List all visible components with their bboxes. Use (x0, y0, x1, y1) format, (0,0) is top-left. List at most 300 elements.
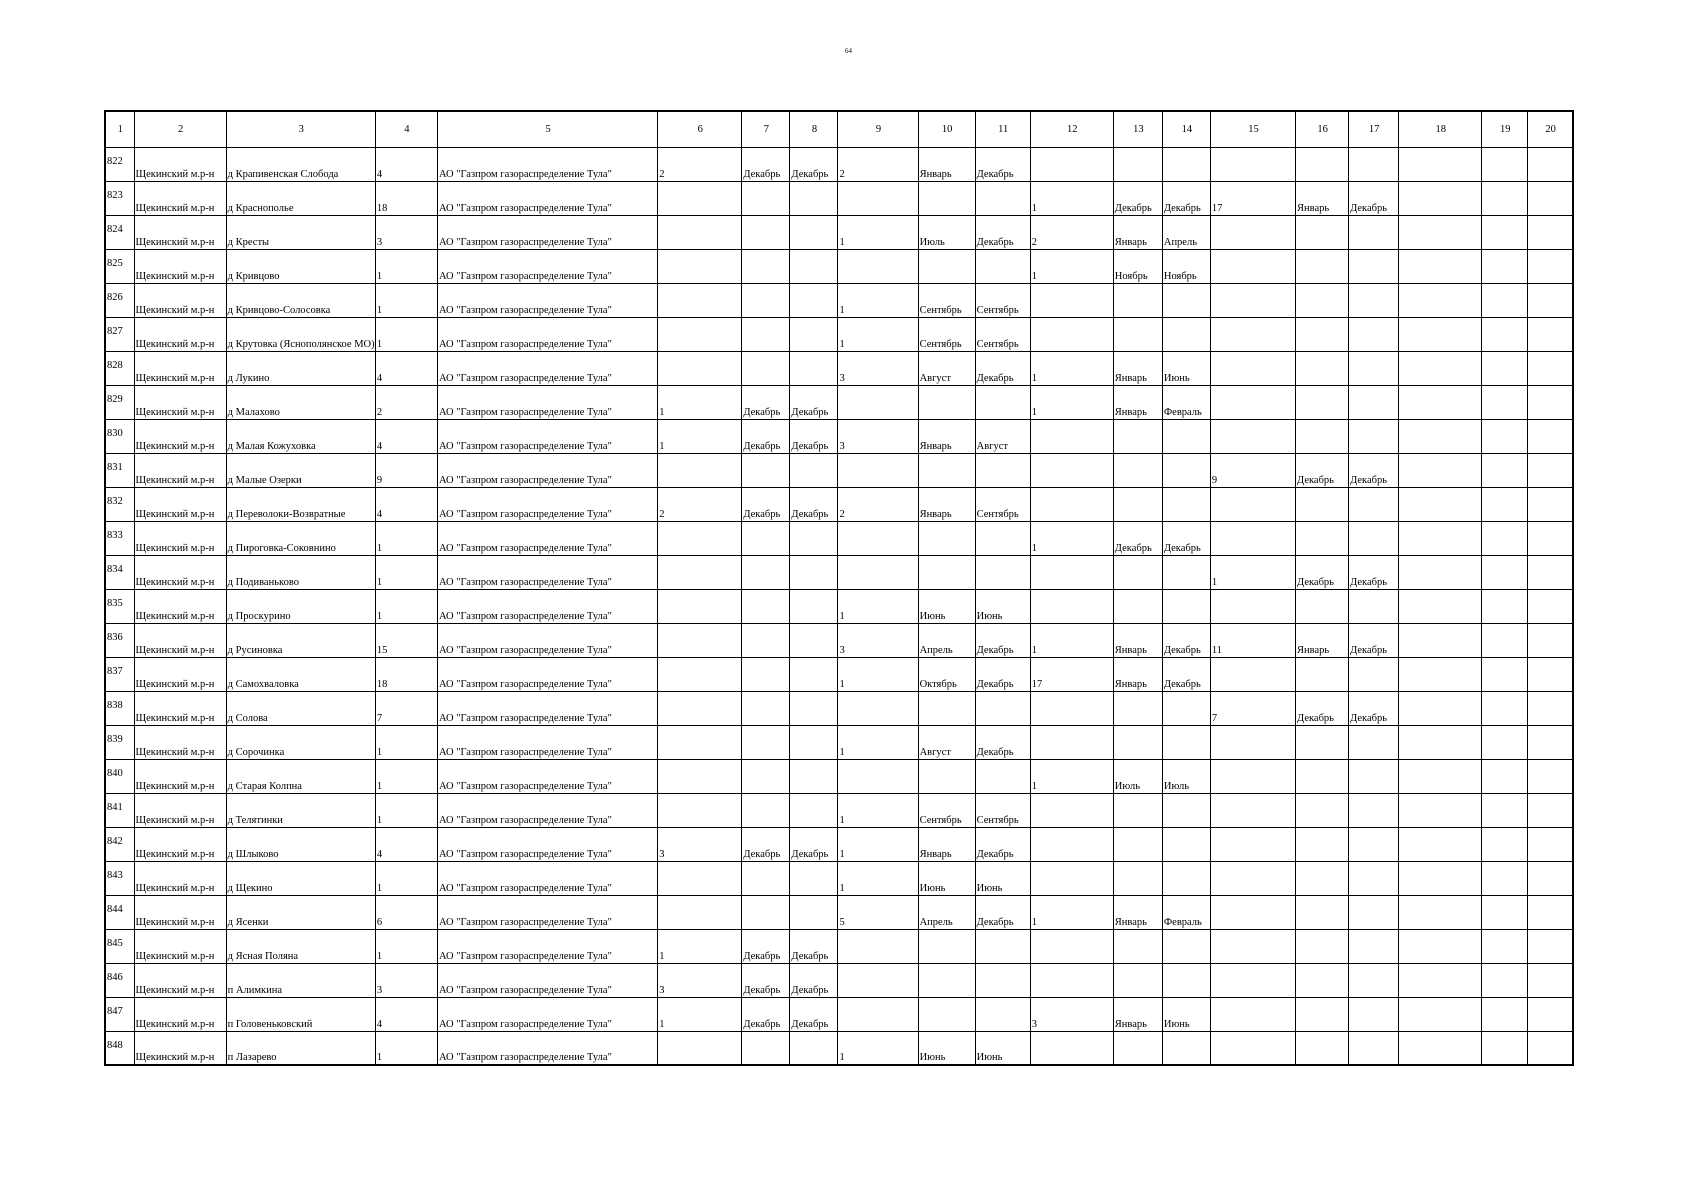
table-cell-col-1: 834 (105, 555, 134, 589)
table-cell-col-18 (1399, 453, 1482, 487)
table-cell-col-13 (1113, 861, 1162, 895)
table-cell-col-19 (1482, 283, 1528, 317)
table-cell-col-9: 1 (838, 827, 918, 861)
table-cell-col-11: Июнь (975, 861, 1030, 895)
table-cell-col-15 (1210, 249, 1295, 283)
table-cell-col-4: 4 (375, 147, 437, 181)
table-cell-col-14 (1162, 453, 1210, 487)
table-cell-col-3: д Лукино (226, 351, 375, 385)
table-cell-col-6 (658, 351, 742, 385)
table-cell-col-20 (1528, 487, 1573, 521)
table-cell-col-6 (658, 657, 742, 691)
table-cell-col-5: АО "Газпром газораспределение Тула" (437, 657, 657, 691)
table-cell-col-1: 839 (105, 725, 134, 759)
table-cell-col-15 (1210, 419, 1295, 453)
table-cell-col-5: АО "Газпром газораспределение Тула" (437, 521, 657, 555)
table-cell-col-2: Щекинский м.р-н (134, 623, 226, 657)
table-cell-col-19 (1482, 929, 1528, 963)
table-cell-col-18 (1399, 929, 1482, 963)
column-header-5: 5 (437, 111, 657, 147)
table-cell-col-15 (1210, 793, 1295, 827)
table-cell-col-12 (1030, 419, 1113, 453)
table-cell-col-16 (1296, 419, 1349, 453)
table-cell-col-16 (1296, 487, 1349, 521)
table-cell-col-17 (1349, 317, 1399, 351)
table-cell-col-8: Декабрь (790, 385, 838, 419)
table-cell-col-7: Декабрь (742, 827, 790, 861)
table-cell-col-14 (1162, 691, 1210, 725)
table-cell-col-17 (1349, 725, 1399, 759)
table-cell-col-13 (1113, 453, 1162, 487)
register-table (104, 110, 1574, 1066)
table-cell-col-14: Февраль (1162, 385, 1210, 419)
column-header-8: 8 (790, 111, 838, 147)
table-cell-col-16: Январь (1296, 181, 1349, 215)
table-cell-col-8 (790, 351, 838, 385)
table-cell-col-13 (1113, 1031, 1162, 1065)
table-cell-col-17 (1349, 793, 1399, 827)
table-cell-col-5: АО "Газпром газораспределение Тула" (437, 929, 657, 963)
table-row (105, 419, 1573, 453)
table-cell-col-8 (790, 521, 838, 555)
table-cell-col-11 (975, 929, 1030, 963)
table-cell-col-13: Январь (1113, 895, 1162, 929)
table-cell-col-12: 1 (1030, 623, 1113, 657)
table-cell-col-11: Сентябрь (975, 283, 1030, 317)
table-cell-col-13 (1113, 283, 1162, 317)
table-cell-col-18 (1399, 657, 1482, 691)
table-row (105, 895, 1573, 929)
table-cell-col-5: АО "Газпром газораспределение Тула" (437, 1031, 657, 1065)
table-cell-col-9 (838, 555, 918, 589)
table-cell-col-17 (1349, 487, 1399, 521)
table-cell-col-3: д Малахово (226, 385, 375, 419)
table-cell-col-8 (790, 1031, 838, 1065)
table-cell-col-3: д Крапивенская Слобода (226, 147, 375, 181)
table-cell-col-20 (1528, 385, 1573, 419)
table-cell-col-2: Щекинский м.р-н (134, 929, 226, 963)
table-cell-col-15 (1210, 827, 1295, 861)
table-cell-col-17 (1349, 963, 1399, 997)
table-cell-col-10 (918, 691, 975, 725)
table-cell-col-6 (658, 793, 742, 827)
table-cell-col-5: АО "Газпром газораспределение Тула" (437, 861, 657, 895)
table-cell-col-20 (1528, 317, 1573, 351)
table-cell-col-16 (1296, 895, 1349, 929)
table-cell-col-12: 17 (1030, 657, 1113, 691)
table-cell-col-2: Щекинский м.р-н (134, 181, 226, 215)
table-cell-col-18 (1399, 963, 1482, 997)
table-cell-col-11 (975, 997, 1030, 1031)
table-cell-col-14 (1162, 1031, 1210, 1065)
column-header-2: 2 (134, 111, 226, 147)
table-cell-col-9: 1 (838, 283, 918, 317)
table-cell-col-19 (1482, 1031, 1528, 1065)
column-header-13: 13 (1113, 111, 1162, 147)
table-cell-col-1: 822 (105, 147, 134, 181)
table-row (105, 793, 1573, 827)
table-cell-col-8 (790, 181, 838, 215)
table-cell-col-17 (1349, 895, 1399, 929)
table-row (105, 249, 1573, 283)
table-cell-col-16: Декабрь (1296, 555, 1349, 589)
table-cell-col-1: 836 (105, 623, 134, 657)
table-row (105, 283, 1573, 317)
table-cell-col-7: Декабрь (742, 929, 790, 963)
table-cell-col-8 (790, 623, 838, 657)
table-cell-col-8 (790, 555, 838, 589)
table-cell-col-3: д Крутовка (Яснополянское МО) (226, 317, 375, 351)
table-cell-col-7 (742, 861, 790, 895)
table-cell-col-18 (1399, 997, 1482, 1031)
table-cell-col-4: 1 (375, 249, 437, 283)
table-cell-col-3: п Алимкина (226, 963, 375, 997)
table-cell-col-8 (790, 691, 838, 725)
table-cell-col-6: 3 (658, 963, 742, 997)
table-cell-col-14: Декабрь (1162, 181, 1210, 215)
table-cell-col-11: Июнь (975, 1031, 1030, 1065)
table-cell-col-20 (1528, 181, 1573, 215)
table-cell-col-11: Декабрь (975, 657, 1030, 691)
table-cell-col-3: д Шлыково (226, 827, 375, 861)
table-row (105, 487, 1573, 521)
table-cell-col-13 (1113, 419, 1162, 453)
table-cell-col-11 (975, 691, 1030, 725)
table-cell-col-7 (742, 725, 790, 759)
table-cell-col-19 (1482, 623, 1528, 657)
table-cell-col-4: 4 (375, 487, 437, 521)
table-cell-col-11 (975, 453, 1030, 487)
table-cell-col-7 (742, 623, 790, 657)
table-cell-col-10 (918, 997, 975, 1031)
table-cell-col-1: 837 (105, 657, 134, 691)
table-cell-col-17 (1349, 249, 1399, 283)
table-cell-col-7 (742, 759, 790, 793)
table-cell-col-13 (1113, 147, 1162, 181)
table-cell-col-14 (1162, 929, 1210, 963)
table-cell-col-4: 2 (375, 385, 437, 419)
table-cell-col-15: 17 (1210, 181, 1295, 215)
table-cell-col-16 (1296, 1031, 1349, 1065)
table-cell-col-8: Декабрь (790, 929, 838, 963)
table-cell-col-9 (838, 181, 918, 215)
column-header-11: 11 (975, 111, 1030, 147)
table-cell-col-12: 1 (1030, 759, 1113, 793)
table-cell-col-3: д Самохваловка (226, 657, 375, 691)
table-cell-col-2: Щекинский м.р-н (134, 385, 226, 419)
table-row (105, 385, 1573, 419)
table-cell-col-19 (1482, 317, 1528, 351)
table-cell-col-15 (1210, 589, 1295, 623)
table-cell-col-19 (1482, 793, 1528, 827)
table-cell-col-17: Декабрь (1349, 555, 1399, 589)
table-cell-col-18 (1399, 317, 1482, 351)
table-cell-col-15: 7 (1210, 691, 1295, 725)
table-cell-col-8 (790, 453, 838, 487)
table-cell-col-3: д Кресты (226, 215, 375, 249)
table-cell-col-7 (742, 249, 790, 283)
table-cell-col-19 (1482, 419, 1528, 453)
table-cell-col-4: 4 (375, 419, 437, 453)
table-cell-col-13: Декабрь (1113, 181, 1162, 215)
table-cell-col-6: 2 (658, 147, 742, 181)
table-cell-col-15 (1210, 283, 1295, 317)
table-cell-col-13 (1113, 827, 1162, 861)
table-cell-col-19 (1482, 351, 1528, 385)
table-cell-col-19 (1482, 521, 1528, 555)
table-cell-col-14 (1162, 963, 1210, 997)
table-cell-col-2: Щекинский м.р-н (134, 691, 226, 725)
table-cell-col-6: 1 (658, 997, 742, 1031)
table-cell-col-4: 1 (375, 555, 437, 589)
table-cell-col-5: АО "Газпром газораспределение Тула" (437, 895, 657, 929)
table-cell-col-2: Щекинский м.р-н (134, 351, 226, 385)
table-cell-col-12 (1030, 453, 1113, 487)
table-cell-col-8 (790, 861, 838, 895)
table-cell-col-13: Январь (1113, 997, 1162, 1031)
table-cell-col-3: д Ясная Поляна (226, 929, 375, 963)
table-cell-col-2: Щекинский м.р-н (134, 861, 226, 895)
table-cell-col-16 (1296, 759, 1349, 793)
table-cell-col-9: 1 (838, 1031, 918, 1065)
table-cell-col-13 (1113, 487, 1162, 521)
table-cell-col-19 (1482, 453, 1528, 487)
table-cell-col-17 (1349, 929, 1399, 963)
table-cell-col-13 (1113, 963, 1162, 997)
table-cell-col-20 (1528, 827, 1573, 861)
table-cell-col-7 (742, 555, 790, 589)
table-cell-col-12 (1030, 147, 1113, 181)
table-cell-col-1: 845 (105, 929, 134, 963)
table-cell-col-9 (838, 249, 918, 283)
table-cell-col-1: 840 (105, 759, 134, 793)
table-row (105, 861, 1573, 895)
table-cell-col-6 (658, 623, 742, 657)
table-row (105, 317, 1573, 351)
table-cell-col-15 (1210, 657, 1295, 691)
table-cell-col-20 (1528, 997, 1573, 1031)
table-cell-col-3: д Подиваньково (226, 555, 375, 589)
table-cell-col-19 (1482, 861, 1528, 895)
table-cell-col-8: Декабрь (790, 147, 838, 181)
table-cell-col-14: Февраль (1162, 895, 1210, 929)
table-row (105, 827, 1573, 861)
table-cell-col-14: Июнь (1162, 351, 1210, 385)
table-cell-col-10: Октябрь (918, 657, 975, 691)
table-cell-col-3: д Русиновка (226, 623, 375, 657)
table-cell-col-7: Декабрь (742, 419, 790, 453)
table-cell-col-9 (838, 997, 918, 1031)
table-cell-col-16 (1296, 793, 1349, 827)
table-cell-col-10: Январь (918, 419, 975, 453)
table-cell-col-2: Щекинский м.р-н (134, 555, 226, 589)
table-cell-col-5: АО "Газпром газораспределение Тула" (437, 147, 657, 181)
table-cell-col-5: АО "Газпром газораспределение Тула" (437, 317, 657, 351)
table-cell-col-6 (658, 181, 742, 215)
column-header-12: 12 (1030, 111, 1113, 147)
table-cell-col-1: 838 (105, 691, 134, 725)
table-cell-col-3: д Солова (226, 691, 375, 725)
table-cell-col-15 (1210, 929, 1295, 963)
table-cell-col-8 (790, 725, 838, 759)
table-cell-col-9: 3 (838, 419, 918, 453)
column-header-4: 4 (375, 111, 437, 147)
table-row (105, 725, 1573, 759)
table-cell-col-14 (1162, 487, 1210, 521)
table-row (105, 759, 1573, 793)
table-cell-col-10: Январь (918, 487, 975, 521)
column-header-7: 7 (742, 111, 790, 147)
table-cell-col-5: АО "Газпром газораспределение Тула" (437, 725, 657, 759)
table-cell-col-7 (742, 283, 790, 317)
column-header-10: 10 (918, 111, 975, 147)
table-cell-col-10: Август (918, 351, 975, 385)
table-cell-col-17 (1349, 997, 1399, 1031)
table-cell-col-15 (1210, 861, 1295, 895)
table-cell-col-3: д Старая Колпна (226, 759, 375, 793)
table-cell-col-18 (1399, 181, 1482, 215)
table-cell-col-16 (1296, 827, 1349, 861)
table-cell-col-1: 842 (105, 827, 134, 861)
table-cell-col-4: 3 (375, 215, 437, 249)
table-cell-col-3: д Малые Озерки (226, 453, 375, 487)
table-cell-col-18 (1399, 623, 1482, 657)
table-row (105, 623, 1573, 657)
table-cell-col-19 (1482, 997, 1528, 1031)
table-row (105, 521, 1573, 555)
table-cell-col-15 (1210, 725, 1295, 759)
table-cell-col-12: 1 (1030, 249, 1113, 283)
table-cell-col-4: 4 (375, 997, 437, 1031)
table-cell-col-10 (918, 385, 975, 419)
table-cell-col-2: Щекинский м.р-н (134, 963, 226, 997)
table-cell-col-14: Июль (1162, 759, 1210, 793)
table-cell-col-18 (1399, 487, 1482, 521)
table-cell-col-16 (1296, 147, 1349, 181)
table-cell-col-18 (1399, 555, 1482, 589)
table-cell-col-5: АО "Газпром газораспределение Тула" (437, 623, 657, 657)
table-cell-col-4: 18 (375, 657, 437, 691)
table-cell-col-3: д Малая Кожуховка (226, 419, 375, 453)
table-cell-col-4: 6 (375, 895, 437, 929)
table-cell-col-2: Щекинский м.р-н (134, 487, 226, 521)
table-cell-col-8: Декабрь (790, 997, 838, 1031)
table-cell-col-20 (1528, 351, 1573, 385)
table-cell-col-20 (1528, 419, 1573, 453)
table-cell-col-17 (1349, 861, 1399, 895)
table-cell-col-13: Январь (1113, 385, 1162, 419)
table-cell-col-18 (1399, 793, 1482, 827)
table-cell-col-10: Апрель (918, 895, 975, 929)
column-number-header (105, 111, 1573, 147)
table-cell-col-7: Декабрь (742, 147, 790, 181)
table-cell-col-20 (1528, 555, 1573, 589)
table-cell-col-6 (658, 521, 742, 555)
table-cell-col-14 (1162, 793, 1210, 827)
table-cell-col-9: 1 (838, 725, 918, 759)
table-cell-col-5: АО "Газпром газораспределение Тула" (437, 181, 657, 215)
table-cell-col-18 (1399, 691, 1482, 725)
table-cell-col-19 (1482, 759, 1528, 793)
column-header-15: 15 (1210, 111, 1295, 147)
table-cell-col-5: АО "Газпром газораспределение Тула" (437, 487, 657, 521)
table-cell-col-2: Щекинский м.р-н (134, 147, 226, 181)
table-row (105, 997, 1573, 1031)
column-header-1: 1 (105, 111, 134, 147)
table-cell-col-12 (1030, 725, 1113, 759)
table-cell-col-10 (918, 555, 975, 589)
table-cell-col-4: 1 (375, 317, 437, 351)
table-cell-col-13 (1113, 929, 1162, 963)
table-cell-col-9: 1 (838, 861, 918, 895)
table-cell-col-4: 15 (375, 623, 437, 657)
table-cell-col-18 (1399, 351, 1482, 385)
table-cell-col-14: Июнь (1162, 997, 1210, 1031)
table-cell-col-7: Декабрь (742, 963, 790, 997)
table-cell-col-9: 2 (838, 487, 918, 521)
table-cell-col-12 (1030, 963, 1113, 997)
table-cell-col-18 (1399, 1031, 1482, 1065)
table-cell-col-3: п Головеньковский (226, 997, 375, 1031)
table-cell-col-15 (1210, 1031, 1295, 1065)
table-cell-col-10: Январь (918, 827, 975, 861)
table-cell-col-17 (1349, 521, 1399, 555)
table-cell-col-16 (1296, 589, 1349, 623)
table-cell-col-11 (975, 963, 1030, 997)
column-header-18: 18 (1399, 111, 1482, 147)
table-cell-col-15 (1210, 487, 1295, 521)
column-header-9: 9 (838, 111, 918, 147)
table-cell-col-2: Щекинский м.р-н (134, 793, 226, 827)
table-cell-col-20 (1528, 725, 1573, 759)
table-cell-col-3: д Ясенки (226, 895, 375, 929)
table-cell-col-10: Январь (918, 147, 975, 181)
table-cell-col-6: 1 (658, 929, 742, 963)
table-cell-col-4: 1 (375, 759, 437, 793)
table-cell-col-9: 3 (838, 351, 918, 385)
table-cell-col-7 (742, 317, 790, 351)
table-cell-col-7 (742, 793, 790, 827)
table-cell-col-9 (838, 385, 918, 419)
table-cell-col-2: Щекинский м.р-н (134, 1031, 226, 1065)
table-cell-col-15 (1210, 385, 1295, 419)
table-cell-col-6 (658, 725, 742, 759)
table-cell-col-7: Декабрь (742, 487, 790, 521)
table-cell-col-6 (658, 589, 742, 623)
table-cell-col-19 (1482, 691, 1528, 725)
table-cell-col-17: Декабрь (1349, 453, 1399, 487)
table-cell-col-14: Декабрь (1162, 623, 1210, 657)
table-cell-col-6 (658, 1031, 742, 1065)
table-cell-col-15 (1210, 317, 1295, 351)
table-cell-col-20 (1528, 963, 1573, 997)
table-cell-col-9 (838, 521, 918, 555)
table-cell-col-8 (790, 759, 838, 793)
table-cell-col-2: Щекинский м.р-н (134, 725, 226, 759)
table-cell-col-2: Щекинский м.р-н (134, 453, 226, 487)
table-cell-col-4: 1 (375, 1031, 437, 1065)
table-cell-col-10: Август (918, 725, 975, 759)
table-cell-col-10: Июль (918, 215, 975, 249)
table-cell-col-7 (742, 895, 790, 929)
table-cell-col-5: АО "Газпром газораспределение Тула" (437, 283, 657, 317)
column-header-20: 20 (1528, 111, 1573, 147)
table-row (105, 215, 1573, 249)
table-cell-col-9 (838, 691, 918, 725)
table-cell-col-1: 848 (105, 1031, 134, 1065)
table-cell-col-6 (658, 215, 742, 249)
table-cell-col-15 (1210, 963, 1295, 997)
